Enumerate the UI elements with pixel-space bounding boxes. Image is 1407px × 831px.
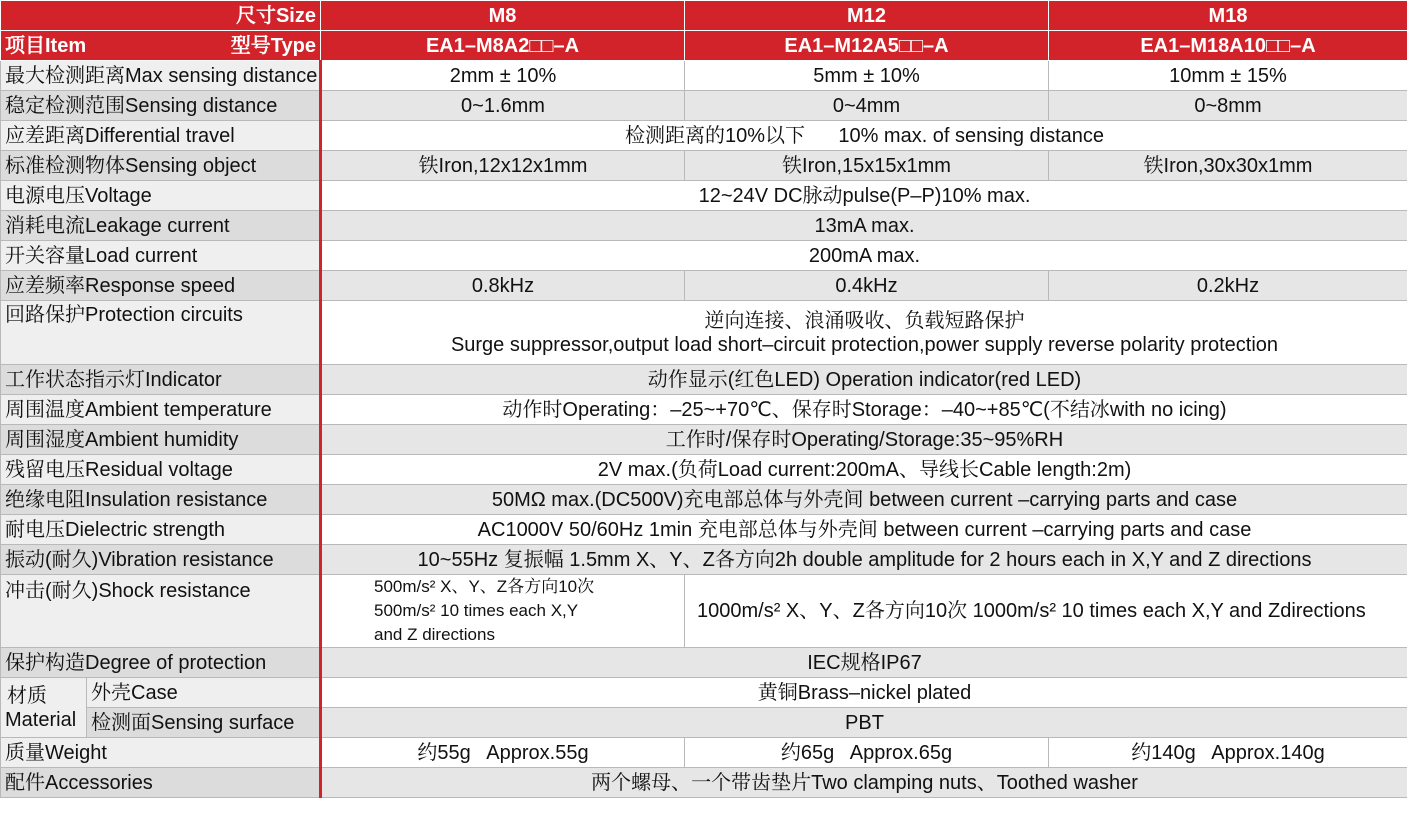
cell-m8: 0~1.6mm — [321, 91, 685, 121]
row-dielectric — [1, 515, 1407, 545]
cell-m18: 铁Iron,30x30x1mm — [1049, 151, 1407, 181]
size-header: 尺寸Size — [1, 1, 321, 31]
case-value: 黄铜Brass–nickel plated — [321, 678, 1407, 708]
cell-all: 动作时Operating：–25~+70℃、保存时Storage：–40~+85℃(不结冰with no icing) — [321, 395, 1407, 425]
size-m18: M18 — [1049, 1, 1407, 31]
cell-m8: 铁Iron,12x12x1mm — [321, 151, 685, 181]
size-m12: M12 — [685, 1, 1049, 31]
cell-all: 10~55Hz 复振幅 1.5mm X、Y、Z各方向2h double amplitude for 2 hours each in X,Y and Z directions — [321, 545, 1407, 575]
row-label: 配件Accessories — [1, 768, 321, 798]
row-vibration — [1, 545, 1407, 575]
material-label-en: Material — [5, 708, 77, 731]
surface-label: 检测面Sensing surface — [87, 708, 321, 738]
cell-all: AC1000V 50/60Hz 1min 充电部总体与外壳间 between current –carrying parts and case — [321, 515, 1407, 545]
type-header: 型号Type — [230, 34, 316, 57]
row-label: 振动(耐久)Vibration resistance — [1, 545, 321, 575]
row-label: 标准检测物体Sensing object — [1, 151, 321, 181]
row-label: 电源电压Voltage — [1, 181, 321, 211]
row-response — [1, 271, 1407, 301]
row-label: 工作状态指示灯Indicator — [1, 365, 321, 395]
row-ambient-temp — [1, 395, 1407, 425]
row-load — [1, 241, 1407, 271]
cell-m12: 0.4kHz — [685, 271, 1049, 301]
row-insulation — [1, 485, 1407, 515]
row-label: 应差频率Response speed — [1, 271, 321, 301]
cell-m12: 5mm ± 10% — [685, 61, 1049, 91]
cell-all: 200mA max. — [321, 241, 1407, 271]
row-label: 应差距离Differential travel — [1, 121, 321, 151]
header-size-row — [1, 1, 1407, 31]
cell-m8: 约55g Approx.55g — [321, 738, 685, 768]
protection-line-cn: 逆向连接、浪涌吸收、负载短路保护 — [704, 309, 1025, 332]
row-label: 稳定检测范围Sensing distance — [1, 91, 321, 121]
cell-all: 50MΩ max.(DC500V)充电部总体与外壳间 between current –carrying parts and case — [321, 485, 1407, 515]
cell-all: 检测距离的10%以下 10% max. of sensing distance — [321, 121, 1407, 151]
item-header: 项目Item — [5, 34, 87, 57]
cell-all — [321, 301, 1407, 365]
row-shock — [1, 575, 1407, 648]
row-max-sensing — [1, 61, 1407, 91]
cell-m12: 约65g Approx.65g — [685, 738, 1049, 768]
row-label: 耐电压Dielectric strength — [1, 515, 321, 545]
row-label: 绝缘电阻Insulation resistance — [1, 485, 321, 515]
cell-m12: 0~4mm — [685, 91, 1049, 121]
size-m8: M8 — [321, 1, 685, 31]
row-sensing-object — [1, 151, 1407, 181]
row-label: 开关容量Load current — [1, 241, 321, 271]
row-voltage — [1, 181, 1407, 211]
cell-all: 2V max.(负荷Load current:200mA、导线长Cable length:2m) — [321, 455, 1407, 485]
surface-value: PBT — [321, 708, 1407, 738]
item-type-header — [1, 31, 321, 61]
row-protection-circuits — [1, 301, 1407, 365]
row-label: 回路保护Protection circuits — [1, 301, 321, 365]
shock-m8-line1: 500m/s² X、Y、Z各方向10次 — [374, 577, 595, 596]
row-label: 质量Weight — [1, 738, 321, 768]
row-label: 保护构造Degree of protection — [1, 648, 321, 678]
shock-m8-line2: 500m/s² 10 times each X,Y — [374, 601, 579, 620]
row-material-surface — [1, 708, 1407, 738]
cell-all: 13mA max. — [321, 211, 1407, 241]
cell-m8 — [321, 575, 685, 648]
row-label: 最大检测距离Max sensing distance — [1, 61, 321, 91]
cell-all: 工作时/保存时Operating/Storage:35~95%RH — [321, 425, 1407, 455]
row-label: 残留电压Residual voltage — [1, 455, 321, 485]
cell-m18: 10mm ± 15% — [1049, 61, 1407, 91]
cell-all: 两个螺母、一个带齿垫片Two clamping nuts、Toothed washer — [321, 768, 1407, 798]
row-label: 周围温度Ambient temperature — [1, 395, 321, 425]
cell-m18: 0~8mm — [1049, 91, 1407, 121]
model-m12: EA1–M12A5□□–A — [685, 31, 1049, 61]
protection-line-en: Surge suppressor,output load short–circuit protection,power supply reverse polarity protection — [450, 333, 1279, 356]
shock-m8-line3: and Z directions — [374, 625, 495, 644]
row-differential — [1, 121, 1407, 151]
row-sensing-distance — [1, 91, 1407, 121]
row-leakage — [1, 211, 1407, 241]
cell-all: 12~24V DC脉动pulse(P–P)10% max. — [321, 181, 1407, 211]
material-label — [1, 678, 87, 738]
row-material-case — [1, 678, 1407, 708]
case-label: 外壳Case — [87, 678, 321, 708]
row-label: 冲击(耐久)Shock resistance — [1, 575, 321, 648]
model-m8: EA1–M8A2□□–A — [321, 31, 685, 61]
cell-m18: 0.2kHz — [1049, 271, 1407, 301]
cell-m12-m18: 1000m/s² X、Y、Z各方向10次 1000m/s² 10 times each X,Y and Zdirections — [685, 575, 1407, 648]
cell-m8: 0.8kHz — [321, 271, 685, 301]
model-m18: EA1–M18A10□□–A — [1049, 31, 1407, 61]
cell-m8: 2mm ± 10% — [321, 61, 685, 91]
row-label: 周围湿度Ambient humidity — [1, 425, 321, 455]
cell-all: 动作显示(红色LED) Operation indicator(red LED) — [321, 365, 1407, 395]
header-type-row — [1, 31, 1407, 61]
row-accessories — [1, 768, 1407, 798]
row-label: 消耗电流Leakage current — [1, 211, 321, 241]
row-weight — [1, 738, 1407, 768]
row-residual — [1, 455, 1407, 485]
cell-m18: 约140g Approx.140g — [1049, 738, 1407, 768]
material-label-cn: 材质 — [7, 684, 47, 707]
row-degree — [1, 648, 1407, 678]
cell-m12: 铁Iron,15x15x1mm — [685, 151, 1049, 181]
cell-all: IEC规格IP67 — [321, 648, 1407, 678]
row-ambient-humidity — [1, 425, 1407, 455]
row-indicator — [1, 365, 1407, 395]
